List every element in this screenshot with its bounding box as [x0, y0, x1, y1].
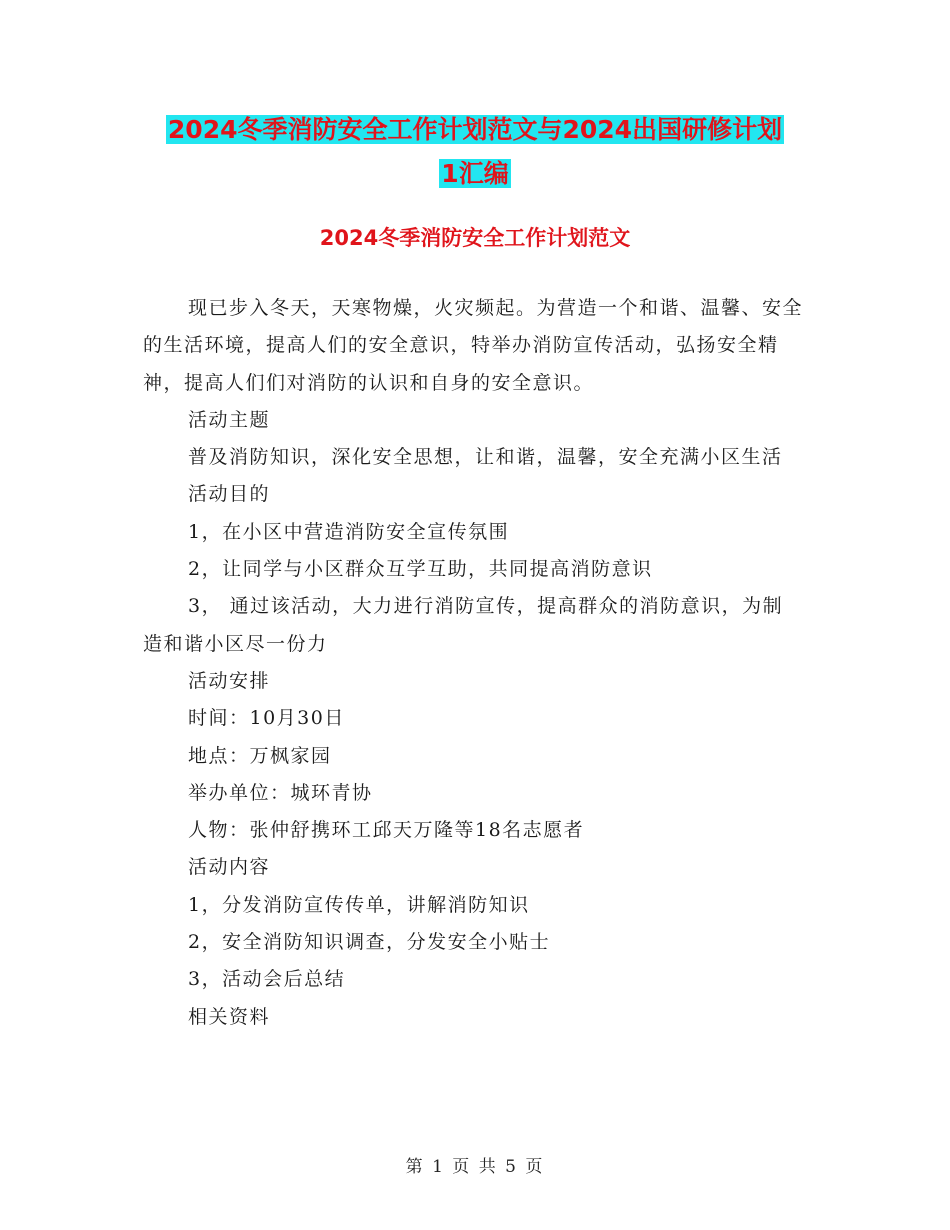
paragraph-content-2: 2，安全消防知识调查，分发安全小贴士	[188, 931, 551, 954]
paragraph-intro: 现已步入冬天，天寒物燥，火灾频起。为营造一个和谐、温馨、安全的生活环境，提高人们的安全意识，特举办消防宣传活动，弘扬安全精神，提高人们们对消防的认识和自身的安全意识。	[143, 297, 804, 394]
paragraph-organizer: 举办单位：城环青协	[188, 781, 373, 804]
paragraph-location: 地点：万枫家园	[188, 744, 332, 767]
paragraph-people: 人物：张仲舒携环工邱天万隆等18名志愿者	[188, 819, 585, 842]
document-title-text-1: 2024冬季消防安全工作计划范文与2024出国研修计划	[167, 115, 783, 144]
paragraph-arrangement-heading: 活动安排	[188, 669, 271, 692]
document-title-line-1	[0, 108, 950, 152]
section-title: 2024冬季消防安全工作计划范文	[319, 226, 631, 250]
paragraph-theme-heading: 活动主题	[188, 408, 271, 431]
paragraph-content-3: 3，活动会后总结	[188, 968, 346, 991]
document-title-line-2	[0, 152, 950, 196]
paragraph-content-heading: 活动内容	[188, 856, 271, 879]
document-title-text-2: 1汇编	[441, 159, 509, 188]
paragraph-time: 时间：10月30日	[188, 707, 345, 730]
paragraph-content-1: 1，分发消防宣传传单，讲解消防知识	[188, 893, 530, 916]
paragraph-purpose-2: 2，让同学与小区群众互学互助，共同提高消防意识	[188, 558, 653, 581]
paragraph-purpose-3: 3， 通过该活动，大力进行消防宣传，提高群众的消防意识，为制造和谐小区尽一份力	[143, 595, 784, 655]
paragraph-purpose-heading: 活动目的	[188, 483, 271, 506]
paragraph-purpose-1: 1，在小区中营造消防安全宣传氛围	[188, 520, 510, 543]
document-body	[143, 290, 803, 1036]
paragraph-materials-heading: 相关资料	[188, 1005, 271, 1028]
page-footer: 第 1 页 共 5 页	[405, 1157, 545, 1177]
paragraph-theme: 普及消防知识，深化安全思想，让和谐，温馨，安全充满小区生活	[188, 446, 783, 469]
